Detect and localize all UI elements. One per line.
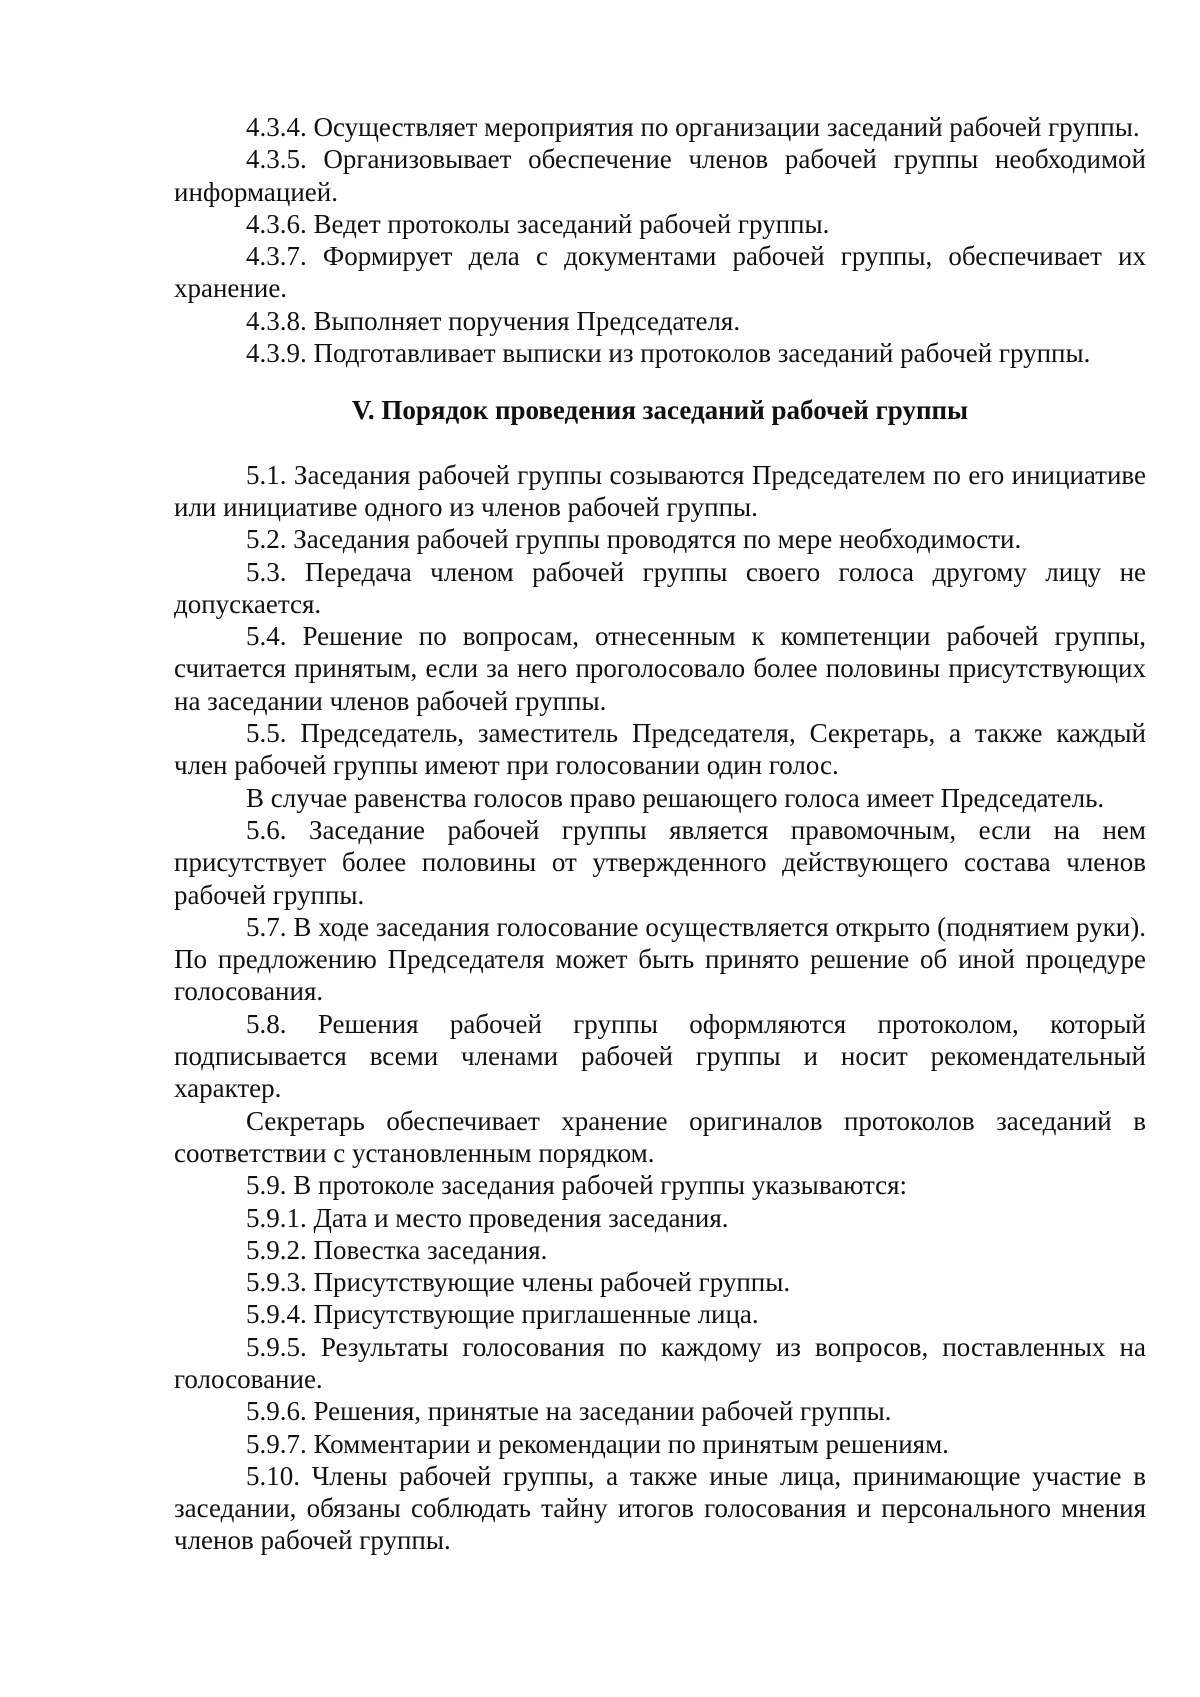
paragraph-5-9: 5.9. В протоколе заседания рабочей группы указываются: <box>246 1170 908 1201</box>
paragraph-5-8-secretary: Секретарь обеспечивает хранение оригиналов протоколов заседаний в соответствии с установленным порядком. <box>174 1105 1146 1168</box>
paragraph-4-3-9: 4.3.9. Подготавливает выписки из протоколов заседаний рабочей группы. <box>246 338 1091 369</box>
paragraph-5-1: 5.1. Заседания рабочей группы созываются Председателем по его инициативе или инициативе одного из членов рабочей группы. <box>174 459 1146 522</box>
paragraph-4-3-4: 4.3.4. Осуществляет мероприятия по организации заседаний рабочей группы. <box>246 112 1140 142</box>
paragraph-5-3: 5.3. Передача членом рабочей группы своего голоса другому лицу не допускается. <box>174 556 1146 619</box>
document-body <box>174 111 1146 1557</box>
paragraph-5-2: 5.2. Заседания рабочей группы проводятся по мере необходимости. <box>246 524 1022 555</box>
paragraph-5-5: 5.5. Председатель, заместитель Председателя, Секретарь, а также каждый член рабочей группы имеют при голосовании один голос. <box>174 718 1146 781</box>
paragraph-4-3-7: 4.3.7. Формирует дела с документами рабочей группы, обеспечивает их хранение. <box>174 241 1146 304</box>
paragraph-5-9-7: 5.9.7. Комментарии и рекомендации по принятым решениям. <box>246 1428 949 1459</box>
paragraph-5-9-6: 5.9.6. Решения, принятые на заседании рабочей группы. <box>246 1396 892 1427</box>
paragraph-5-9-1: 5.9.1. Дата и место проведения заседания. <box>246 1202 729 1233</box>
paragraph-5-4: 5.4. Решение по вопросам, отнесенным к компетенции рабочей группы, считается принятым, если за него проголосовало более половины присутствующих на заседании членов рабочей группы. <box>174 621 1146 716</box>
paragraph-5-9-4: 5.9.4. Присутствующие приглашенные лица. <box>246 1299 759 1330</box>
paragraph-5-5-tie: В случае равенства голосов право решающего голоса имеет Председатель. <box>246 782 1105 813</box>
section-heading: V. Порядок проведения заседаний рабочей группы <box>351 395 969 426</box>
paragraph-4-3-5: 4.3.5. Организовывает обеспечение членов рабочей группы необходимой информацией. <box>174 144 1146 207</box>
paragraph-5-9-5: 5.9.5. Результаты голосования по каждому из вопросов, поставленных на голосование. <box>174 1331 1146 1394</box>
paragraph-5-8: 5.8. Решения рабочей группы оформляются протоколом, который подписывается всеми членами рабочей группы и носит рекомендательный характер. <box>174 1008 1146 1104</box>
paragraph-5-9-3: 5.9.3. Присутствующие члены рабочей группы. <box>246 1267 791 1298</box>
paragraph-4-3-8: 4.3.8. Выполняет поручения Председателя. <box>246 305 741 336</box>
paragraph-4-3-6: 4.3.6. Ведет протоколы заседаний рабочей группы. <box>246 208 830 239</box>
paragraph-5-10: 5.10. Члены рабочей группы, а также иные лица, принимающие участие в заседании, обязаны соблюдать тайну итогов голосования и персонального мнения членов рабочей группы. <box>174 1460 1146 1556</box>
paragraph-5-6: 5.6. Заседание рабочей группы является правомочным, если на нем присутствует более половины от утвержденного действующего состава членов рабочей группы. <box>174 814 1146 910</box>
paragraph-5-7: 5.7. В ходе заседания голосование осуществляется открыто (поднятием руки). По предложению Председателя может быть принято решение об иной процедуре голосования. <box>174 911 1146 1007</box>
paragraph-5-9-2: 5.9.2. Повестка заседания. <box>246 1234 548 1265</box>
